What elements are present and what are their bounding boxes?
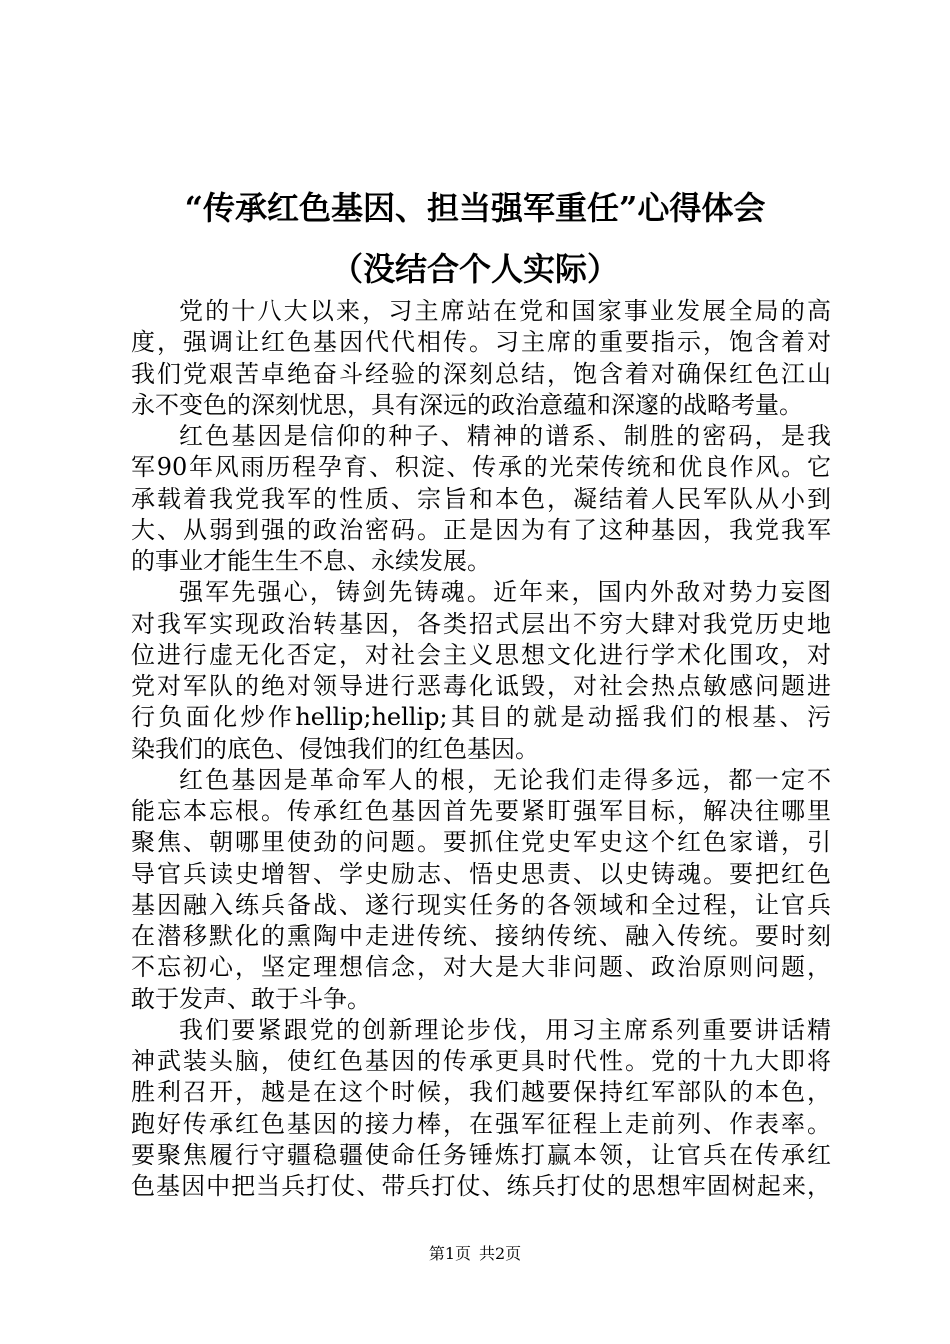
- paragraph: [131, 421, 831, 577]
- paragraph-line: 承载着我党我军的性质、宗旨和本色，凝结着人民军队从小到: [131, 484, 831, 513]
- paragraph-line: 胜利召开，越是在这个时候，我们越要保持红军部队的本色，: [131, 1078, 831, 1107]
- paragraph-line: 大、从弱到强的政治密码。正是因为有了这种基因，我党我军: [131, 515, 831, 544]
- paragraph-line: 聚焦、朝哪里使劲的问题。要抓住党史军史这个红色家谱，引: [131, 828, 831, 857]
- paragraph: [131, 765, 831, 1015]
- paragraph-line: 能忘本忘根。传承红色基因首先要紧盯强军目标，解决往哪里: [131, 797, 831, 825]
- paragraph-line: 永不变色的深刻忧思，具有深远的政治意蕴和深邃的战略考量。: [131, 390, 803, 419]
- paragraph-line: 基因融入练兵备战、遂行现实任务的各领域和全过程，让官兵: [131, 890, 831, 919]
- paragraph-line: 敢于发声、敢于斗争。: [131, 984, 371, 1013]
- document-title: “传承红色基因、担当强军重任”心得体会: [184, 189, 766, 227]
- paragraph-line: 不忘初心，坚定理想信念，对大是大非问题、政治原则问题，: [131, 953, 831, 982]
- paragraph-line: 导官兵读史增智、学史励志、悟史思责、以史铸魂。要把红色: [131, 859, 831, 888]
- paragraph-line: 红色基因是革命军人的根，无论我们走得多远，都一定不: [179, 765, 831, 794]
- paragraph-line: 行负面化炒作hellip;hellip;其目的就是动摇我们的根基、污: [131, 703, 831, 732]
- paragraph-line: 染我们的底色、侵蚀我们的红色基因。: [131, 734, 539, 763]
- paragraph-line: 红色基因是信仰的种子、精神的谱系、制胜的密码，是我: [179, 422, 831, 450]
- paragraph-line: 度，强调让红色基因代代相传。习主席的重要指示，饱含着对: [131, 328, 831, 357]
- document-subtitle: （没结合个人实际）: [330, 250, 619, 288]
- paragraph-line: 的事业才能生生不息、永续发展。: [131, 547, 491, 575]
- paragraph-line: 色基因中把当兵打仗、带兵打仗、练兵打仗的思想牢固树起来，: [131, 1172, 831, 1200]
- paragraph-line: 我们党艰苦卓绝奋斗经验的深刻总结，饱含着对确保红色江山: [131, 359, 831, 388]
- paragraph-line: 党的十八大以来，习主席站在党和国家事业发展全局的高: [179, 297, 831, 325]
- page-number: 第1页: [428, 1244, 471, 1263]
- page-total: 共2页: [479, 1244, 522, 1263]
- paragraph-line: 强军先强心，铸剑先铸魂。近年来，国内外敌对势力妄图: [179, 578, 831, 607]
- paragraph-line: 党对军队的绝对领导进行恶毒化诋毁，对社会热点敏感问题进: [131, 672, 831, 700]
- paragraph-line: 位进行虚无化否定，对社会主义思想文化进行学术化围攻，对: [131, 640, 831, 669]
- page-footer: [0, 1244, 950, 1264]
- paragraph-line: 要聚焦履行守疆稳疆使命任务锤炼打赢本领，让官兵在传承红: [131, 1140, 831, 1169]
- paragraph: [131, 1015, 831, 1203]
- paragraph: [131, 296, 831, 421]
- paragraph-line: 跑好传承红色基因的接力棒，在强军征程上走前列、作表率。: [131, 1109, 831, 1138]
- paragraph-line: 神武装头脑，使红色基因的传承更具时代性。党的十九大即将: [131, 1047, 831, 1075]
- paragraph: [131, 577, 831, 765]
- paragraph-line: 我们要紧跟党的创新理论步伐，用习主席系列重要讲话精: [179, 1015, 831, 1044]
- paragraph-line: 在潜移默化的熏陶中走进传统、接纳传统、融入传统。要时刻: [131, 922, 831, 950]
- document-body: [131, 296, 831, 1202]
- paragraph-line: 军90年风雨历程孕育、积淀、传承的光荣传统和优良作风。它: [131, 453, 831, 482]
- paragraph-line: 对我军实现政治转基因，各类招式层出不穷大肆对我党历史地: [131, 609, 831, 638]
